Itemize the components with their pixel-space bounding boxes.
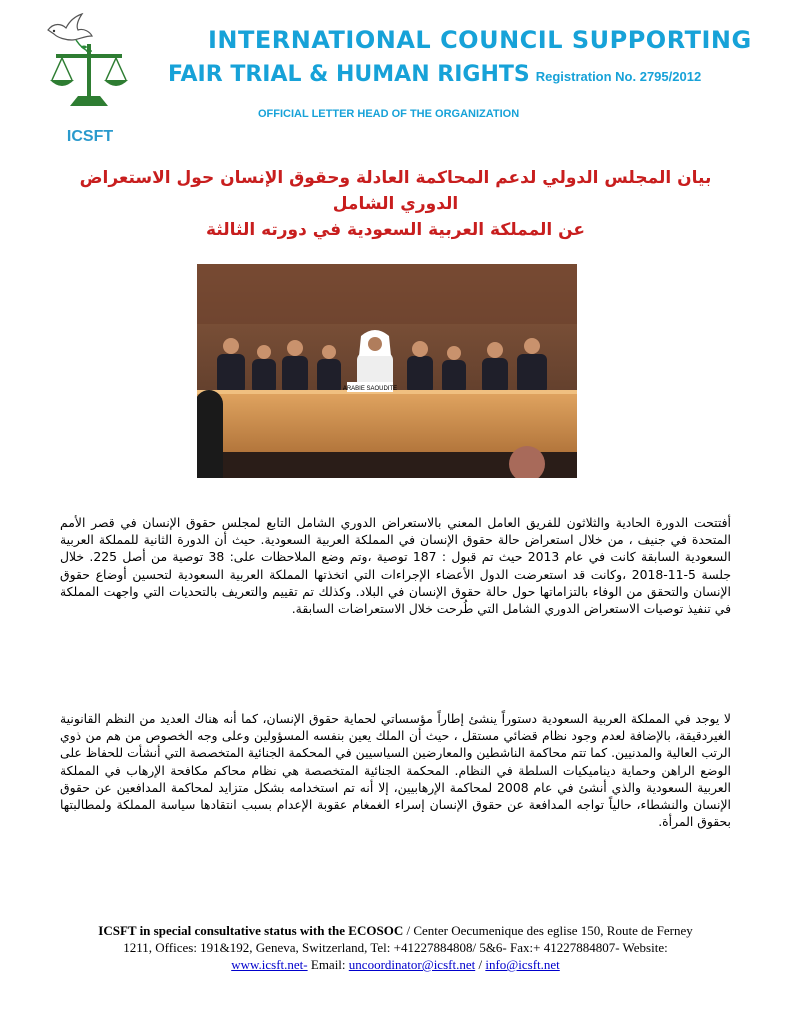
dove-scales-icon	[40, 10, 140, 122]
organization-name-line2	[168, 62, 701, 87]
footer-line-3	[40, 956, 751, 973]
footer-address: / Center Oecumenique des eglise 150, Route de Ferney	[403, 923, 693, 938]
document-title	[60, 165, 731, 243]
website-link[interactable]: www.icsft.net-	[231, 957, 308, 972]
footer	[40, 922, 751, 973]
delegation-photo-illustration	[197, 264, 577, 478]
footer-line-1	[40, 922, 751, 939]
registration-number: Registration No. 2795/2012	[535, 69, 702, 84]
email-link-coordinator[interactable]: uncoordinator@icsft.net	[348, 957, 476, 972]
email-link-info[interactable]: info@icsft.net	[485, 957, 560, 972]
footer-status: ICSFT in special consultative status with the ECOSOC	[98, 923, 404, 938]
title-line-2: عن المملكة العربية السعودية في دورته الثالثة	[205, 220, 586, 240]
conference-photo	[197, 264, 577, 478]
photo-nameplate: ARABIE SAOUDITE	[342, 386, 398, 392]
organization-logo	[40, 10, 140, 150]
logo-text: ICSFT	[66, 128, 114, 145]
body-paragraph-1: أفتتحت الدورة الحادية والثلاثون للفريق العامل المعني بالاستعراض الدوري الشامل التابع لمجلس حقوق الإنسان في قصر الأمم المتحدة في جنيف ، من خلال استعراض حالة حقوق الإنسان في المملكة العربية السعودية. حيث أن الدورة الثانية للمملكة العربية السعودية السابقة كانت في عام 2013 حيث تم قبول : 187 توصية ،وتم وضع الملاحظات على: 38 توصية من أصل 225. خلال جلسة 5-11-2018 ،وكانت قد استعرضت الدول الأعضاء الإجراءات التي اتخذتها المملكة العربية السعودية لتحسين أوضاع حقوق الإنسان والتحقق من الوفاء بالتزاماتها حول حالة حقوق الإنسان في البلاد. وكذلك تم تقييم والتعريف بالتحديات التي واجهت المملكة في تنفيذ توصيات الاستعراض الدوري الشامل التي طُرحت خلال الاستعراضات السابقة.	[60, 515, 732, 617]
organization-name-line1: INTERNATIONAL COUNCIL SUPPORTING	[208, 26, 752, 54]
footer-line-2: 1211, Offices: 191&192, Geneva, Switzerland, Tel: +41227884808/ 5&6- Fax:+ 41227884807- Website:	[123, 940, 668, 955]
email-separator: /	[475, 957, 486, 972]
title-line-1: بيان المجلس الدولي لدعم المحاكمة العادلة وحقوق الإنسان حول الاستعراض الدوري الشامل	[79, 168, 712, 214]
email-label: Email:	[307, 957, 349, 972]
letterhead-label: OFFICIAL LETTER HEAD OF THE ORGANIZATION	[258, 108, 520, 120]
organization-name-line2-text: FAIR TRIAL & HUMAN RIGHTS	[168, 62, 530, 87]
body-paragraph-2: لا يوجد في المملكة العربية السعودية دستوراً ينشئ إطاراً مؤسساتي لحماية حقوق الإنسان، كما أنه هناك العديد من النظم القانونية الغيردقيقة، بالإضافة لعدم وجود نظام قضائي مستقل ، حيث أن الملك يعين بنفسه المسؤولين وعلى وجه الخصوص من هم من ذوي الرتب العالية والمدنيين. كما تتم محاكمة الناشطين والمعارضين السياسيين في المحكمة الجنائية المتخصصة التي أنشأت للحفاظ على الوضع الراهن وحماية ديناميكيات السلطة في النظام. المحكمة الجنائية المتخصصة هي نظام محاكم مكافحة الإرهاب في المملكة العربية السعودية والذي أنشئ في عام 2008 لمحاكمة الإرهابيين، إلا أنه تم استخدامه بشكل متزايد لمحاكمة المدافعين عن حقوق الإنسان والنشطاء، حالياً تواجه المدافعة عن حقوق الإنسان إسراء الغمغام عقوبة الإعدام بسبب انتقادها سياسة المملكة ولمطالبتها بحقوق المرأة.	[60, 711, 731, 830]
